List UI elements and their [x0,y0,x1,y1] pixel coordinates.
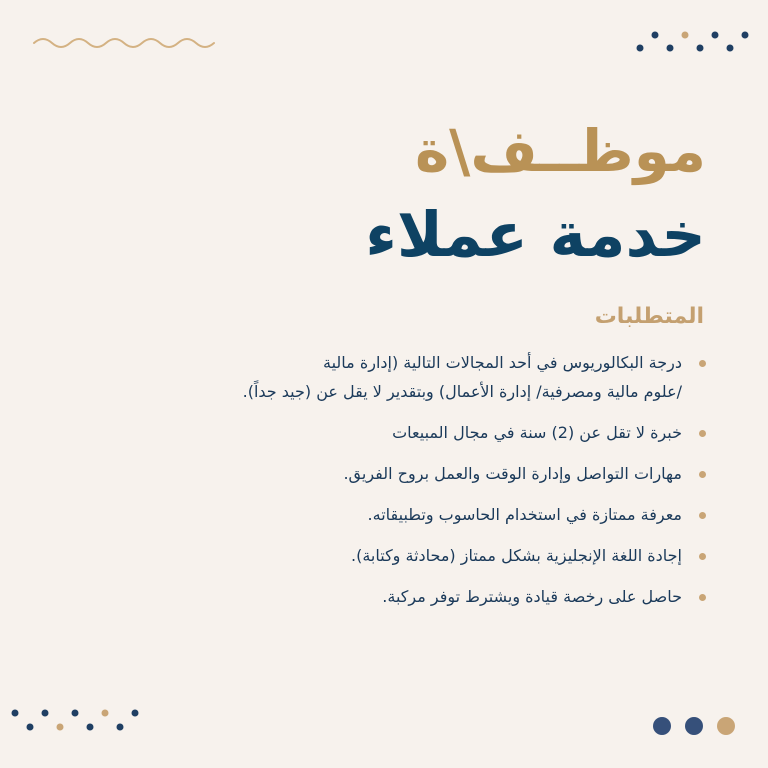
job-title-line-1: موظــف\ة [414,117,706,185]
list-item [146,500,706,529]
bullet-icon [699,594,706,601]
requirement-text: حاصل على رخصة قيادة ويشترط توفر مركبة. [382,587,682,606]
requirement-text: إجادة اللغة الإنجليزية بشكل ممتاز (محادثة وكتابة). [351,546,682,565]
bullet-icon [699,553,706,560]
bullet-icon [699,471,706,478]
list-item [146,459,706,488]
dot-pattern-bottom-left [10,706,140,734]
list-item [146,418,706,447]
requirements-heading: المتطلبات [594,304,704,329]
job-title-line-2: خدمة عملاء [365,198,706,271]
bullet-icon [699,512,706,519]
requirement-text: /علوم مالية ومصرفية/ إدارة الأعمال) وبتقدير لا يقل عن (جيد جداً). [242,382,682,401]
list-item [146,582,706,611]
requirement-text: مهارات التواصل وإدارة الوقت والعمل بروح الفريق. [343,464,682,483]
requirements-list [146,348,706,623]
requirement-text: خبرة لا تقل عن (2) سنة في مجال المبيعات [392,423,682,442]
list-item [146,541,706,570]
bullet-icon [699,360,706,367]
dot-pattern-top-right [634,30,754,54]
requirement-text: معرفة ممتازة في استخدام الحاسوب وتطبيقاته. [367,505,682,524]
requirement-text: درجة البكالوريوس في أحد المجالات التالية (إدارة مالية [323,353,682,372]
bullet-icon [699,430,706,437]
three-circles-decoration [652,716,736,736]
wave-decoration [32,34,220,52]
list-item [146,348,706,406]
